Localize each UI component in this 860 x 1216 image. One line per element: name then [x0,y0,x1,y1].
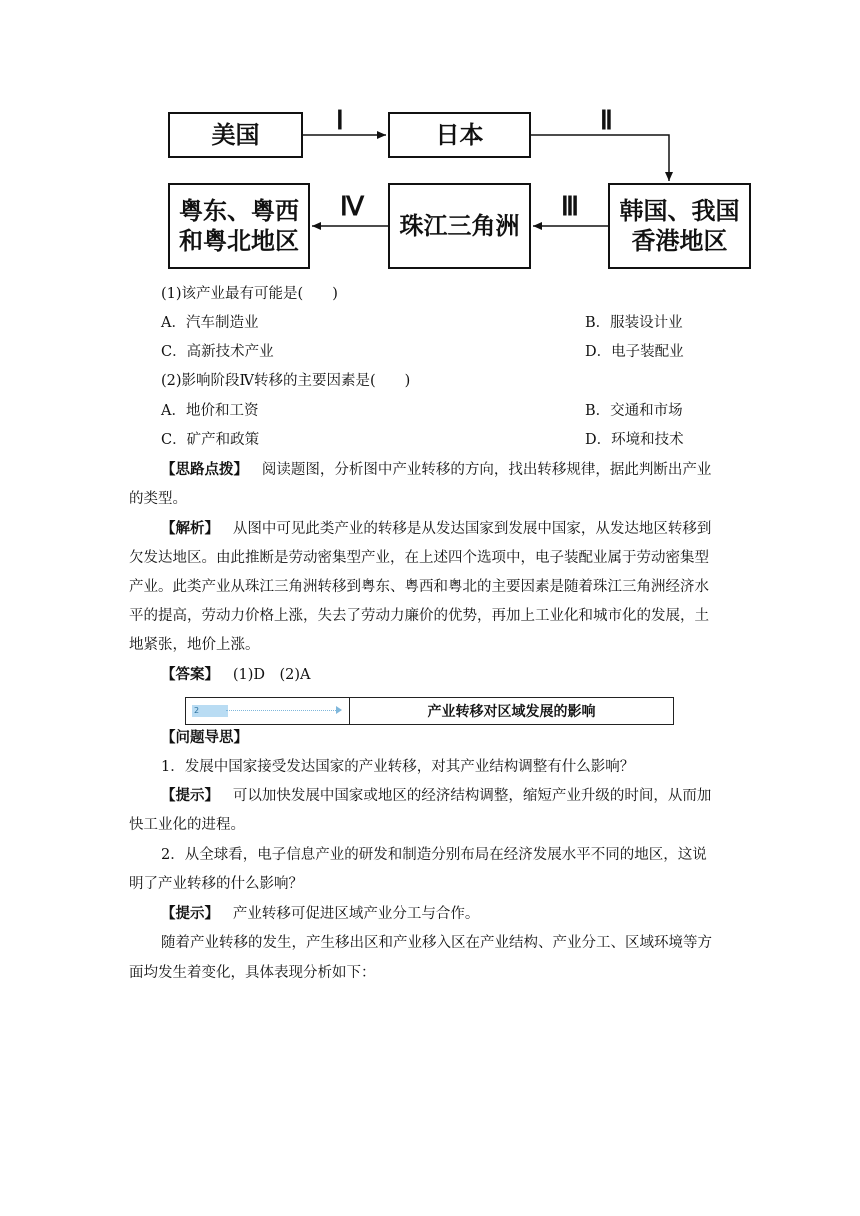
q1-option-a: A．汽车制造业 [161,315,259,331]
q2-option-d: D．环境和技术 [585,432,684,448]
diagram-arrows [0,0,860,300]
hint-line2: 的类型。 [129,491,187,507]
q1-option-c: C．高新技术产业 [161,344,274,360]
analysis-line5: 地紧张，地价上涨。 [129,637,260,653]
guide-question-1: 1．发展中国家接受发达国家的产业转移，对其产业结构调整有什么影响？ [161,759,635,775]
answer-label: 【答案】 [161,667,219,683]
stage-3-label: Ⅲ [561,192,579,221]
banner-arrow-icon [336,706,342,714]
q1-stem: (1)该产业最有可能是( ) [161,286,338,302]
section-banner [185,697,674,725]
node-prd-label: 珠江三角洲 [399,212,520,240]
stage-4-label: Ⅳ [340,192,364,221]
q2-option-b: B．交通和市场 [585,403,683,419]
node-japan-label: 日本 [435,121,484,149]
tip2-paragraph [161,904,479,924]
banner-left-cell [186,698,350,724]
stage-1-label: Ⅰ [336,106,344,135]
q2-stem: (2)影响阶段Ⅳ转移的主要因素是( ) [161,373,411,389]
tip1-line2: 快工业化的进程。 [129,817,245,833]
analysis-line3: 产业。此类产业从珠江三角洲转移到粤东、粤西和粤北的主要因素是随着珠江三角洲经济水 [129,579,709,595]
node-korea-hk-line1: 韩国、我国 [619,197,740,225]
node-guangdong-line1: 粤东、粤西 [179,197,299,225]
tip1-line1: 可以加快发展中国家或地区的经济结构调整，缩短产业升级的时间，从而加 [232,788,712,804]
analysis-line2: 欠发达地区。由此推断是劳动密集型产业，在上述四个选项中，电子装配业属于劳动密集型 [129,550,709,566]
hint-line1: 阅读题图，分析图中产业转移的方向，找出转移规律，据此判断出产业 [261,462,712,478]
closing-line1: 随着产业转移的发生，产生移出区和产业移入区在产业结构、产业分工、区域环境等方 [161,935,712,951]
closing-line2: 面均发生着变化，具体表现分析如下： [129,965,376,981]
section-title: 产业转移对区域发展的影响 [427,704,596,720]
q2-option-c: C．矿产和政策 [161,432,260,448]
tip1-paragraph [161,786,711,806]
hint-paragraph [161,460,711,480]
q2-option-a: A．地价和工资 [161,403,259,419]
section-number-chip: 2 [192,705,228,717]
tip1-label: 【提示】 [161,788,219,804]
tip2-text: 产业转移可促进区域产业分工与合作。 [232,906,480,922]
analysis-paragraph [161,519,711,539]
hint-label: 【思路点拨】 [161,462,248,478]
arrow-stage-2 [531,135,669,181]
answer-line [161,665,311,685]
banner-dotted-line [226,710,338,711]
q1-option-b: B．服装设计业 [585,315,683,331]
tip2-label: 【提示】 [161,906,219,922]
guide-label: 【问题导思】 [161,730,248,746]
q1-option-d: D．电子装配业 [585,344,684,360]
analysis-line4: 平的提高，劳动力价格上涨，失去了劳动力廉价的优势，再加上工业化和城市化的发展，土 [129,608,709,624]
analysis-line1: 从图中可见此类产业的转移是从发达国家到发展中国家，从发达地区转移到 [232,521,712,537]
guide-question-2-line1: 2．从全球看，电子信息产业的研发和制造分别布局在经济发展水平不同的地区，这说 [161,847,707,863]
node-guangdong-line2: 和粤北地区 [179,227,299,255]
guide-question-2-line2: 明了产业转移的什么影响？ [129,876,303,892]
answer-text: (1)D (2)A [232,667,311,683]
node-korea-hk-line2: 香港地区 [631,227,728,255]
analysis-label: 【解析】 [161,521,219,537]
stage-2-label: Ⅱ [600,106,613,135]
node-usa-label: 美国 [211,121,260,149]
